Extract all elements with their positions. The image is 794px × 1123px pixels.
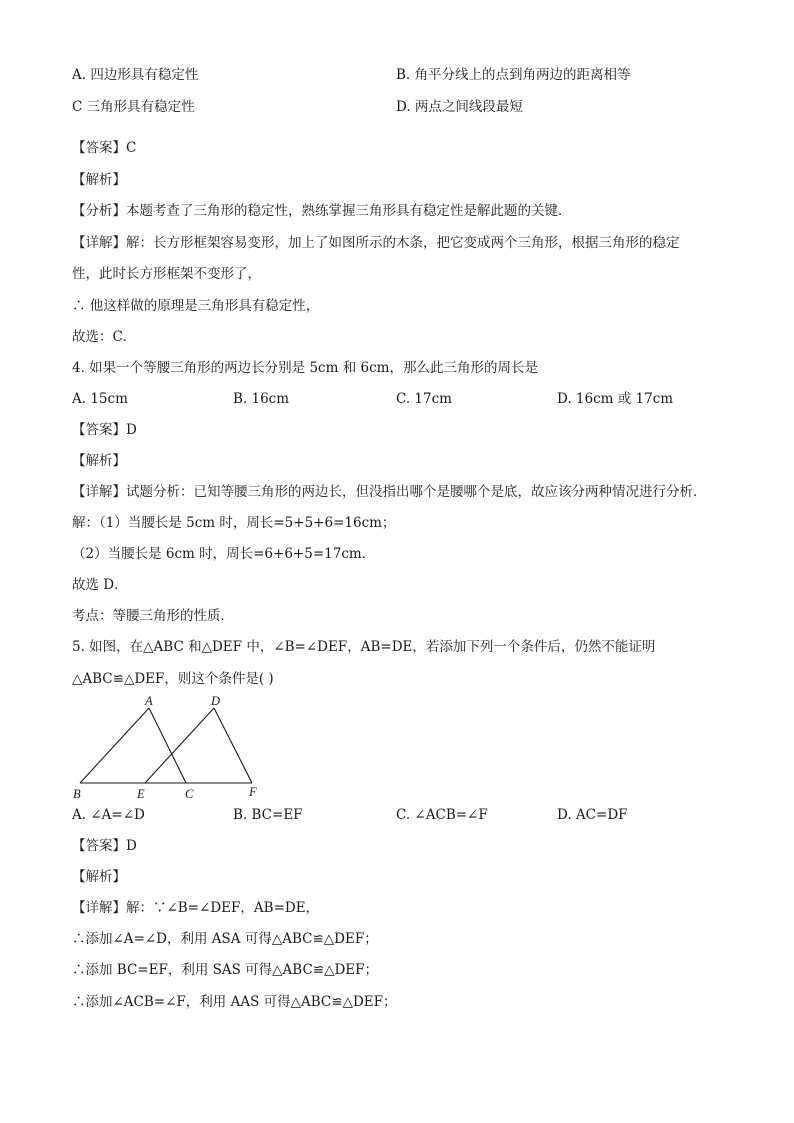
q4-analysis-title: 【解析】 bbox=[72, 453, 126, 469]
q4-stem: 4. 如果一个等腰三角形的两边长分别是 5cm 和 6cm，那么此三角形的周长是 bbox=[72, 360, 538, 376]
q3-detail-2: 性，此时长方形框架不变形了， bbox=[72, 266, 261, 282]
label-a: A bbox=[145, 694, 153, 708]
q5-detail: 【详解】解：∵∠B=∠DEF，AB=DE， bbox=[72, 900, 320, 916]
q3-detail-1: 【详解】解：长方形框架容易变形，加上了如图所示的木条，把它变成两个三角形，根据三角形的稳定 bbox=[72, 235, 680, 251]
segment-df bbox=[214, 708, 252, 783]
q4-conclusion: 故选 D． bbox=[72, 577, 128, 593]
q4-case-1: 解：（1）当腰长是 5cm 时，周长=5+5+6=16cm； bbox=[72, 515, 396, 531]
q4-kaodian: 考点：等腰三角形的性质． bbox=[72, 608, 234, 624]
q3-answer: 【答案】C bbox=[72, 140, 137, 156]
segment-ed bbox=[145, 708, 214, 783]
q5-stem-2: △ABC≌△DEF，则这个条件是( ) bbox=[72, 671, 274, 687]
q5-line-1: ∴添加∠A=∠D，利用 ASA 可得△ABC≌△DEF； bbox=[72, 931, 378, 947]
q5-option-c: C. ∠ACB=∠F bbox=[396, 807, 488, 823]
q5-option-d: D. AC=DF bbox=[557, 807, 628, 823]
q3-option-c: C 三角形具有稳定性 bbox=[72, 99, 195, 115]
label-e: E bbox=[137, 787, 145, 801]
q3-analysis-title: 【解析】 bbox=[72, 172, 126, 188]
q3-detail-3: ∴ 他这样做的原理是三角形具有稳定性， bbox=[72, 298, 320, 314]
q5-line-3: ∴添加∠ACB=∠F，利用 AAS 可得△ABC≌△DEF； bbox=[72, 994, 397, 1010]
q5-stem-1: 5. 如图，在△ABC 和△DEF 中，∠B=∠DEF，AB=DE，若添加下列一个条件后，仍然不能证明 bbox=[72, 639, 656, 655]
q3-analysis: 【分析】本题考查了三角形的稳定性，熟练掌握三角形具有稳定性是解此题的关键． bbox=[72, 203, 572, 219]
q4-option-c: C. 17cm bbox=[396, 391, 452, 407]
q4-detail: 【详解】试题分析：已知等腰三角形的两边长，但没指出哪个是腰哪个是底，故应该分两种情况进行分析． bbox=[72, 484, 707, 500]
q4-answer: 【答案】D bbox=[72, 422, 137, 438]
label-f: F bbox=[249, 785, 257, 799]
q3-option-d: D. 两点之间线段最短 bbox=[396, 99, 523, 115]
label-b: B bbox=[73, 787, 81, 801]
q4-option-b: B. 16cm bbox=[233, 391, 290, 407]
q3-option-b: B. 角平分线上的点到角两边的距离相等 bbox=[396, 67, 631, 83]
q4-option-d: D. 16cm 或 17cm bbox=[557, 391, 674, 407]
q5-line-2: ∴添加 BC=EF，利用 SAS 可得△ABC≌△DEF； bbox=[72, 962, 379, 978]
q5-option-a: A. ∠A=∠D bbox=[72, 807, 145, 823]
segment-ac bbox=[149, 708, 186, 783]
q3-conclusion: 故选：C． bbox=[72, 329, 137, 345]
q4-option-a: A. 15cm bbox=[72, 391, 128, 407]
label-c: C bbox=[185, 787, 194, 801]
triangles-figure bbox=[66, 692, 266, 804]
q4-case-2: （2）当腰长是 6cm 时，周长=6+6+5=17cm． bbox=[72, 546, 376, 562]
q5-option-b: B. BC=EF bbox=[233, 807, 303, 823]
q5-answer: 【答案】D bbox=[72, 838, 137, 854]
q5-analysis-title: 【解析】 bbox=[72, 869, 126, 885]
label-d: D bbox=[211, 694, 221, 708]
q3-option-a: A. 四边形具有稳定性 bbox=[72, 67, 199, 83]
segment-ab bbox=[80, 708, 149, 783]
